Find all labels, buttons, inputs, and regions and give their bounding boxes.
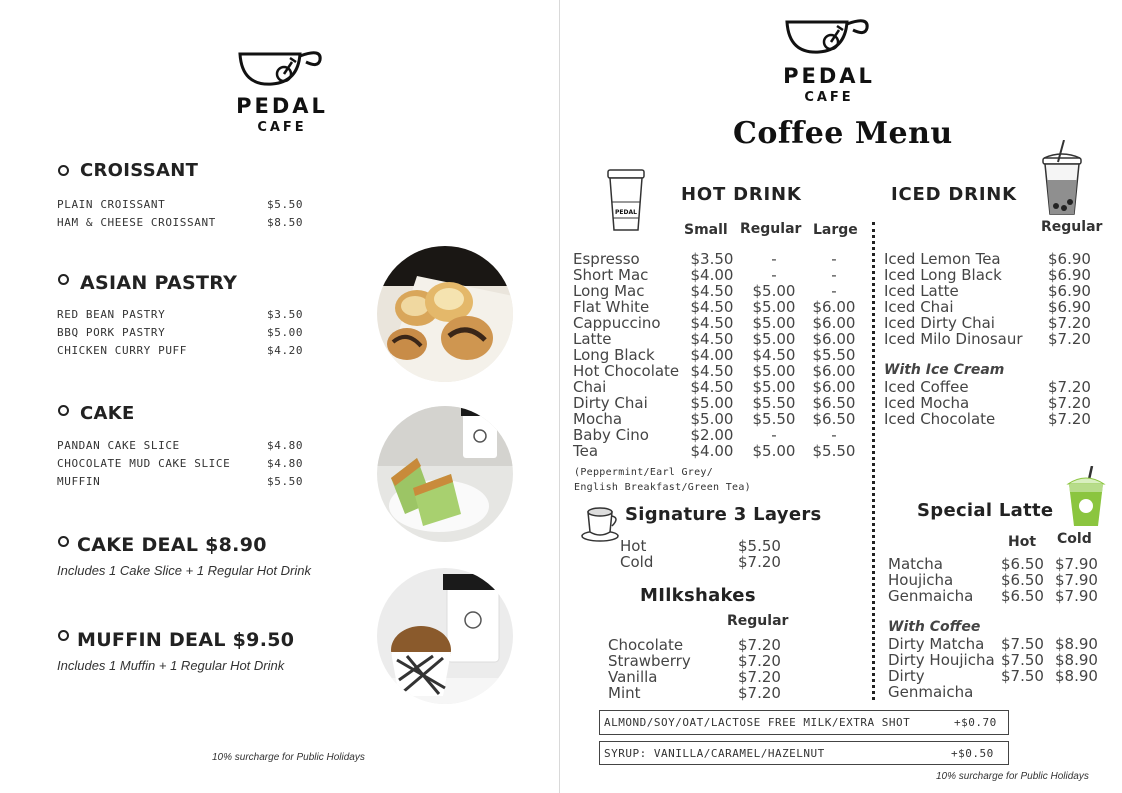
price-regular: $6.90: [1048, 250, 1091, 268]
drink-name: Long Mac: [573, 282, 645, 300]
milkshakes-table: [608, 637, 808, 701]
drink-name: Dirty Matcha: [888, 635, 985, 653]
drink-name: Iced Lemon Tea: [884, 250, 1001, 268]
green-drink-icon: [1064, 466, 1108, 528]
list-item: [57, 455, 317, 473]
price-regular: $5.50: [752, 394, 796, 412]
price-cold: $8.90: [1055, 651, 1098, 669]
price-small: $4.50: [690, 282, 734, 300]
hot-cup-icon: [604, 168, 648, 232]
drink-name: Iced Latte: [884, 282, 959, 300]
price-large: $6.00: [812, 362, 856, 380]
cake-list: [57, 437, 317, 491]
price: $5.50: [738, 537, 781, 555]
ice-cream-heading: With Ice Cream: [884, 362, 1005, 378]
item-price: $8.50: [267, 216, 304, 229]
tea-note: [574, 465, 751, 495]
tea-note-line-2: English Breakfast/Green Tea): [574, 482, 751, 493]
section-title-asian-pastry: ASIAN PASTRY: [80, 272, 238, 294]
bullet-icon: [58, 630, 69, 641]
drink-name: Chai: [573, 378, 607, 396]
price-regular: $7.20: [738, 652, 781, 670]
price-large: $6.50: [812, 394, 856, 412]
left-logo: [232, 46, 332, 138]
drink-name: Iced Chai: [884, 298, 954, 316]
item-price: $5.50: [267, 475, 304, 488]
price-large: $6.00: [812, 314, 856, 332]
drink-name: Iced Mocha: [884, 394, 970, 412]
price-regular: -: [771, 426, 777, 444]
deal-note-cake: Includes 1 Cake Slice + 1 Regular Hot Drink: [57, 563, 311, 578]
signature-heading: Signature 3 Layers: [625, 504, 822, 525]
section-title-croissant: CROISSANT: [80, 160, 199, 181]
drink-name: Matcha: [888, 555, 943, 573]
price-large: -: [831, 282, 837, 300]
price-regular: $7.20: [738, 684, 781, 702]
milkshakes-heading: MIlkshakes: [640, 585, 756, 606]
price-regular: $7.20: [1048, 394, 1091, 412]
drink-name: Flat White: [573, 298, 650, 316]
item-name: RED BEAN PASTRY: [57, 308, 166, 321]
price-regular: $5.00: [752, 362, 796, 380]
deal-title-muffin: MUFFIN DEAL $9.50: [77, 629, 295, 651]
brand-line-2: CAFE: [804, 90, 854, 105]
special-latte-table: [888, 556, 1118, 604]
price-large: $5.50: [812, 346, 856, 364]
price-regular: $5.00: [752, 378, 796, 396]
drink-name: Short Mac: [573, 266, 649, 284]
price-regular: $7.20: [1048, 410, 1091, 428]
size-small: Small: [684, 222, 728, 238]
drink-name: Espresso: [573, 250, 640, 268]
column-divider: [872, 222, 875, 700]
brand-line-1: PEDAL: [783, 64, 875, 88]
drink-name: Strawberry: [608, 652, 691, 670]
item-price: $4.20: [267, 344, 304, 357]
list-item: [57, 214, 317, 232]
cup-logo-text: PEDAL: [615, 209, 637, 216]
drink-name: Iced Dirty Chai: [884, 314, 995, 332]
item-name: CHOCOLATE MUD CAKE SLICE: [57, 457, 231, 470]
pastry-photo: [377, 246, 513, 382]
iced-drink-heading: ICED DRINK: [891, 184, 1017, 205]
item-price: $5.00: [267, 326, 304, 339]
price-regular: $6.90: [1048, 266, 1091, 284]
list-item: [57, 473, 317, 491]
extra-syrup-box: [599, 741, 1009, 765]
bicycle-cup-logo-icon: [232, 46, 332, 90]
price-cold: $7.90: [1055, 555, 1098, 573]
price-small: $3.50: [690, 250, 734, 268]
muffin-photo: [377, 568, 513, 704]
price-regular: $5.00: [752, 298, 796, 316]
bullet-icon: [58, 274, 69, 285]
price-large: -: [831, 250, 837, 268]
price-regular: -: [771, 266, 777, 284]
genmaicha-line: Genmaicha: [888, 683, 974, 701]
price-large: $6.00: [812, 330, 856, 348]
price-hot: $6.50: [1001, 587, 1044, 605]
drink-name: Cold: [620, 553, 654, 571]
deal-title-cake: CAKE DEAL $8.90: [77, 534, 267, 556]
price-large: $5.50: [812, 442, 856, 460]
price-small: $4.50: [690, 314, 734, 332]
price-small: $4.00: [690, 266, 734, 284]
price-small: $4.50: [690, 330, 734, 348]
price-large: $6.00: [812, 298, 856, 316]
price-hot: $7.50: [1001, 667, 1044, 685]
price-regular: $5.00: [752, 282, 796, 300]
special-latte-heading: Special Latte: [917, 500, 1054, 521]
price-large: $6.50: [812, 410, 856, 428]
item-name: CHICKEN CURRY PUFF: [57, 344, 188, 357]
croissant-list: [57, 196, 317, 232]
price-cold: $8.90: [1055, 635, 1098, 653]
drink-name: Iced Chocolate: [884, 410, 996, 428]
page-divider: [559, 0, 560, 793]
extra-milk-price: +$0.70: [954, 716, 997, 729]
hot-drink-heading: HOT DRINK: [681, 184, 802, 205]
list-item: [57, 196, 317, 214]
drink-name: Genmaicha: [888, 587, 974, 605]
price-large: -: [831, 266, 837, 284]
special-hot-label: Hot: [1008, 534, 1037, 550]
price-regular: $5.50: [752, 410, 796, 428]
cake-photo: [377, 406, 513, 542]
drink-name: Latte: [573, 330, 612, 348]
drink-name: Dirty Houjicha: [888, 651, 995, 669]
price-regular: $5.00: [752, 442, 796, 460]
price-large: -: [831, 426, 837, 444]
price-large: $6.00: [812, 378, 856, 396]
list-item: [57, 324, 317, 342]
drink-name: Vanilla: [608, 668, 658, 686]
price-small: $4.50: [690, 378, 734, 396]
price-small: $4.50: [690, 298, 734, 316]
drink-name: Iced Coffee: [884, 378, 969, 396]
price-regular: $5.00: [752, 314, 796, 332]
price-cold: $7.90: [1055, 587, 1098, 605]
surcharge-note-left: 10% surcharge for Public Holidays: [212, 752, 365, 763]
price-regular: $6.90: [1048, 282, 1091, 300]
item-price: $5.50: [267, 198, 304, 211]
item-name: MUFFIN: [57, 475, 101, 488]
ice-cream-table: [884, 379, 1114, 427]
drink-name: Hot: [620, 537, 647, 555]
list-item: [57, 437, 317, 455]
bicycle-cup-logo-icon: [779, 14, 879, 58]
drink-name: Mocha: [573, 410, 623, 428]
price-small: $5.00: [690, 394, 734, 412]
price-hot: $6.50: [1001, 571, 1044, 589]
drink-name: Long Black: [573, 346, 655, 364]
price-small: $5.00: [690, 410, 734, 428]
signature-table: [620, 538, 800, 570]
hot-drink-table: [573, 251, 873, 461]
section-title-cake: CAKE: [80, 403, 135, 424]
special-cold-label: Cold: [1057, 531, 1092, 547]
item-price: $3.50: [267, 308, 304, 321]
deal-note-muffin: Includes 1 Muffin + 1 Regular Hot Drink: [57, 658, 285, 673]
price-regular: $7.20: [1048, 378, 1091, 396]
extra-syrup-label: SYRUP: VANILLA/CARAMEL/HAZELNUT: [604, 747, 825, 760]
bullet-icon: [58, 536, 69, 547]
price-hot: $6.50: [1001, 555, 1044, 573]
drink-name: Iced Milo Dinosaur: [884, 330, 1023, 348]
list-item: [57, 306, 317, 324]
list-item: [57, 342, 317, 360]
right-logo: [779, 14, 879, 106]
item-name: BBQ PORK PASTRY: [57, 326, 166, 339]
size-large: Large: [813, 222, 858, 238]
price-small: $4.00: [690, 442, 734, 460]
iced-cup-icon: [1040, 140, 1084, 216]
item-price: $4.80: [267, 439, 304, 452]
drink-name: Dirty Chai: [573, 394, 648, 412]
asian-pastry-list: [57, 306, 317, 360]
price: $7.20: [738, 553, 781, 571]
price-regular: $7.20: [738, 636, 781, 654]
iced-drink-table: [884, 251, 1114, 347]
price-regular: $5.00: [752, 330, 796, 348]
item-name: HAM & CHEESE CROISSANT: [57, 216, 216, 229]
extra-syrup-price: +$0.50: [951, 747, 994, 760]
price-regular: $7.20: [1048, 314, 1091, 332]
brand-line-1: PEDAL: [236, 94, 328, 118]
price-regular: $7.20: [738, 668, 781, 686]
coffee-cup-icon: [580, 502, 622, 542]
price-regular: $7.20: [1048, 330, 1091, 348]
price-hot: $7.50: [1001, 651, 1044, 669]
milkshakes-size: Regular: [727, 613, 789, 629]
drink-name: Houjicha: [888, 571, 954, 589]
surcharge-note-right: 10% surcharge for Public Holidays: [936, 771, 1089, 782]
menu-title: Coffee Menu: [733, 116, 953, 151]
extra-milk-label: ALMOND/SOY/OAT/LACTOSE FREE MILK/EXTRA SHOT: [604, 716, 911, 729]
item-price: $4.80: [267, 457, 304, 470]
drink-name: Dirty: [888, 667, 925, 685]
with-coffee-heading: With Coffee: [888, 619, 981, 635]
tea-note-line-1: (Peppermint/Earl Grey/: [574, 467, 714, 478]
drink-name: Tea: [573, 442, 599, 460]
price-cold: $8.90: [1055, 667, 1098, 685]
extra-milk-box: [599, 710, 1009, 735]
drink-name: Baby Cino: [573, 426, 649, 444]
size-regular: Regular: [740, 221, 802, 237]
drink-name: Iced Long Black: [884, 266, 1002, 284]
drink-name: Hot Chocolate: [573, 362, 680, 380]
price-regular: -: [771, 250, 777, 268]
price-small: $4.00: [690, 346, 734, 364]
bullet-icon: [58, 165, 69, 176]
brand-line-2: CAFE: [257, 120, 307, 135]
item-name: PLAIN CROISSANT: [57, 198, 166, 211]
price-hot: $7.50: [1001, 635, 1044, 653]
price-small: $2.00: [690, 426, 734, 444]
item-name: PANDAN CAKE SLICE: [57, 439, 180, 452]
iced-size-regular: Regular: [1041, 219, 1103, 235]
drink-name: Chocolate: [608, 636, 684, 654]
drink-name: Mint: [608, 684, 641, 702]
drink-name: Cappuccino: [573, 314, 661, 332]
price-cold: $7.90: [1055, 571, 1098, 589]
price-regular: $4.50: [752, 346, 796, 364]
price-regular: $6.90: [1048, 298, 1091, 316]
special-coffee-table: [888, 636, 1118, 684]
bullet-icon: [58, 405, 69, 416]
price-small: $4.50: [690, 362, 734, 380]
